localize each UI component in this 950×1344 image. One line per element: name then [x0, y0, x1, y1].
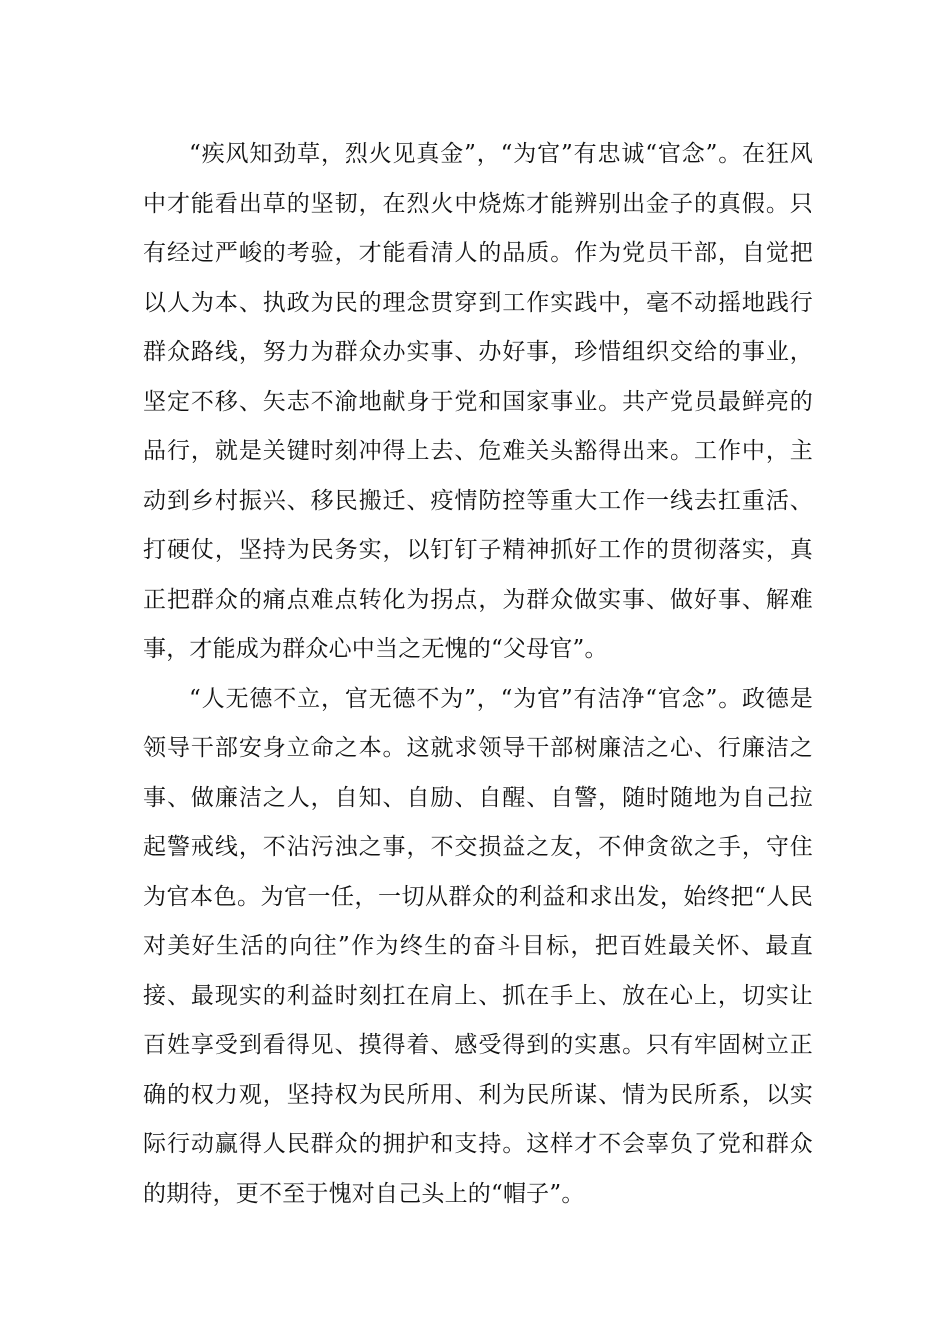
- document-body: [143, 130, 813, 1219]
- paragraph-integrity: “人无德不立，官无德不为”，“为官”有洁净“官念”。政德是领导干部安身立命之本。这就求领导干部树廉洁之心、行廉洁之事、做廉洁之人，自知、自励、自醒、自警，随时随地为自己拉起警戒线，不沾污浊之事，不交损益之友，不伸贪欲之手，守住为官本色。为官一任，一切从群众的利益和求出发，始终把“人民对美好生活的向往”作为终生的奋斗目标，把百姓最关怀、最直接、最现实的利益时刻扛在肩上、抓在手上、放在心上，切实让百姓享受到看得见、摸得着、感受得到的实惠。只有牢固树立正确的权力观，坚持权为民所用、利为民所谋、情为民所系，以实际行动赢得人民群众的拥护和支持。这样才不会辜负了党和群众的期待，更不至于愧对自己头上的“帽子”。: [143, 685, 813, 1207]
- paragraph-loyalty: “疾风知劲草，烈火见真金”，“为官”有忠诚“官念”。在狂风中才能看出草的坚韧，在烈火中烧炼才能辨别出金子的真假。只有经过严峻的考验，才能看清人的品质。作为党员干部，自觉把以人为本、执政为民的理念贯穿到工作实践中，毫不动摇地践行群众路线，努力为群众办实事、办好事，珍惜组织交给的事业，坚定不移、矢志不渝地献身于党和国家事业。共产党员最鲜亮的品行，就是关键时刻冲得上去、危难关头豁得出来。工作中，主动到乡村振兴、移民搬迁、疫情防控等重大工作一线去扛重活、打硬仗，坚持为民务实，以钉钉子精神抓好工作的贯彻落实，真正把群众的痛点难点转化为拐点，为群众做实事、做好事、解难事，才能成为群众心中当之无愧的“父母官”。: [143, 141, 813, 662]
